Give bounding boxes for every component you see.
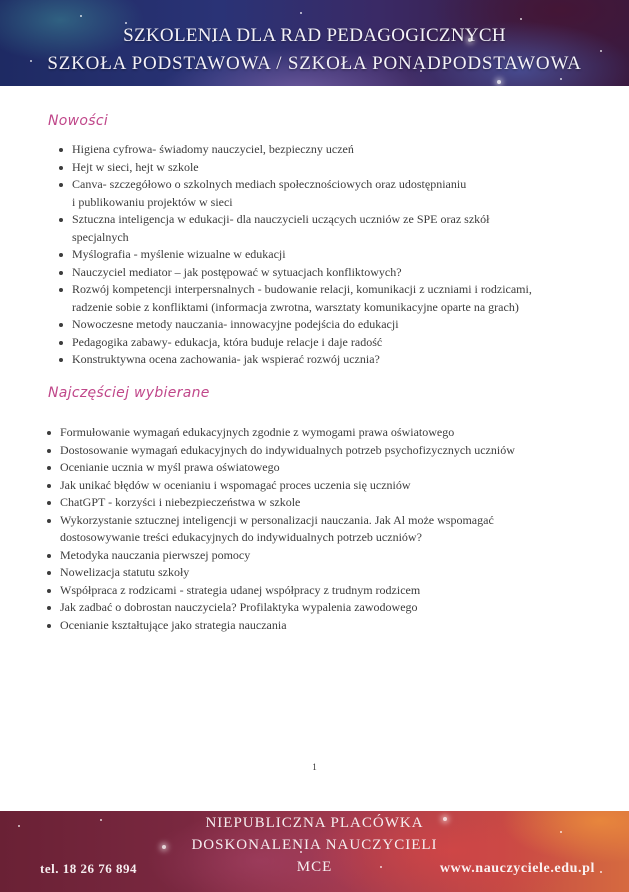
- list-item-text: Metodyka nauczania pierwszej pomocy: [60, 547, 251, 562]
- list-item: [58, 281, 618, 316]
- list-item-text: Rozwój kompetencji interpersnalnych - budowanie relacji, komunikacji z uczniami i rodzicami,: [72, 282, 532, 296]
- list-item: [58, 141, 618, 159]
- list-item-text: Wykorzystanie sztucznej inteligencji w personalizacji nauczania. Jak Al może wspomagać: [60, 512, 494, 527]
- footer-institution-line1: NIEPUBLICZNA PLACÓWKA: [205, 815, 424, 831]
- list-item: [46, 617, 616, 635]
- footer-institution-line2: DOSKONALENIA NAUCZYCIELI: [191, 837, 438, 853]
- list-item-text: ChatGPT - korzyści i niebezpieczeństwa w szkole: [60, 495, 301, 509]
- header-title-line2: SZKOŁA PODSTAWOWA / SZKOŁA PONADPODSTAWOWA: [47, 53, 582, 74]
- list-item: [58, 176, 618, 211]
- footer-website-link[interactable]: www.nauczyciele.edu.pl: [439, 861, 595, 876]
- list-item: [46, 582, 616, 600]
- section-heading-new: Nowości: [48, 113, 109, 129]
- list-item-text: Jak unikać błędów w ocenianiu i wspomagać proces uczenia się uczniów: [60, 477, 411, 492]
- most-chosen-list: [46, 424, 616, 634]
- section-heading-most-chosen: Najczęściej wybierane: [48, 385, 210, 401]
- list-item-text: Ocenianie kształtujące jako strategia nauczania: [60, 617, 287, 632]
- list-item-text-continuation: radzenie sobie z konfliktami (informacja zwrotna, warsztaty komunikacyjne oparte na grach): [72, 299, 519, 314]
- list-item: [46, 459, 616, 477]
- list-item: [58, 211, 618, 246]
- list-item-text: Pedagogika zabawy- edukacja, która buduje relacje i daje radość: [72, 334, 383, 349]
- list-item: [58, 351, 618, 369]
- list-item: [46, 494, 616, 512]
- list-item: [58, 246, 618, 264]
- new-trainings-list: [58, 141, 618, 369]
- list-item: [58, 316, 618, 334]
- footer-institution-line3: MCE: [296, 859, 333, 875]
- list-item-text-continuation: dostosowywanie treści edukacyjnych do indywidualnych potrzeb uczniów?: [60, 530, 422, 544]
- list-item: [46, 564, 616, 582]
- list-item-text-continuation: i publikowaniu projektów w sieci: [72, 194, 233, 209]
- list-item: [46, 512, 616, 547]
- list-item-text: Hejt w sieci, hejt w szkole: [72, 159, 199, 174]
- list-item-text: Ocenianie ucznia w myśl prawa oświatowego: [60, 460, 280, 474]
- list-item: [58, 264, 618, 282]
- list-item: [46, 442, 616, 460]
- list-item-text: Konstruktywna ocena zachowania- jak wspierać rozwój ucznia?: [72, 352, 380, 366]
- footer-banner: [0, 811, 629, 892]
- header-title-line1: SZKOLENIA DLA RAD PEDAGOGICZNYCH: [123, 25, 506, 46]
- list-item: [46, 599, 616, 617]
- list-item-text: Nowoczesne metody nauczania- innowacyjne podejścia do edukacji: [72, 317, 399, 331]
- list-item-text: Canva- szczegółowo o szkolnych mediach społecznościowych oraz udostępnianiu: [72, 177, 467, 191]
- list-item-text: Higiena cyfrowa- świadomy nauczyciel, bezpieczny uczeń: [72, 142, 354, 156]
- list-item: [46, 547, 616, 565]
- list-item-text: Myślografia - myślenie wizualne w edukacji: [72, 247, 286, 261]
- page-number: 1: [312, 762, 317, 772]
- list-item: [46, 477, 616, 495]
- list-item-text: Jak zadbać o dobrostan nauczyciela? Profilaktyka wypalenia zawodowego: [60, 600, 418, 614]
- list-item-text: Nauczyciel mediator – jak postępować w sytuacjach konfliktowych?: [72, 264, 402, 279]
- list-item-text-continuation: specjalnych: [72, 229, 129, 244]
- list-item-text: Nowelizacja statutu szkoły: [60, 565, 190, 579]
- list-item-text: Współpraca z rodzicami - strategia udanej współpracy z trudnym rodzicem: [60, 582, 421, 597]
- list-item: [58, 159, 618, 177]
- header-banner: [0, 0, 629, 86]
- footer-phone: tel. 18 26 76 894: [40, 861, 137, 876]
- list-item: [46, 424, 616, 442]
- list-item-text: Dostosowanie wymagań edukacyjnych do indywidualnych potrzeb psychofizycznych uczniów: [60, 442, 515, 457]
- list-item-text: Formułowanie wymagań edukacyjnych zgodnie z wymogami prawa oświatowego: [60, 425, 455, 439]
- list-item: [58, 334, 618, 352]
- list-item-text: Sztuczna inteligencja w edukacji- dla nauczycieli uczących uczniów ze SPE oraz szkół: [72, 212, 490, 226]
